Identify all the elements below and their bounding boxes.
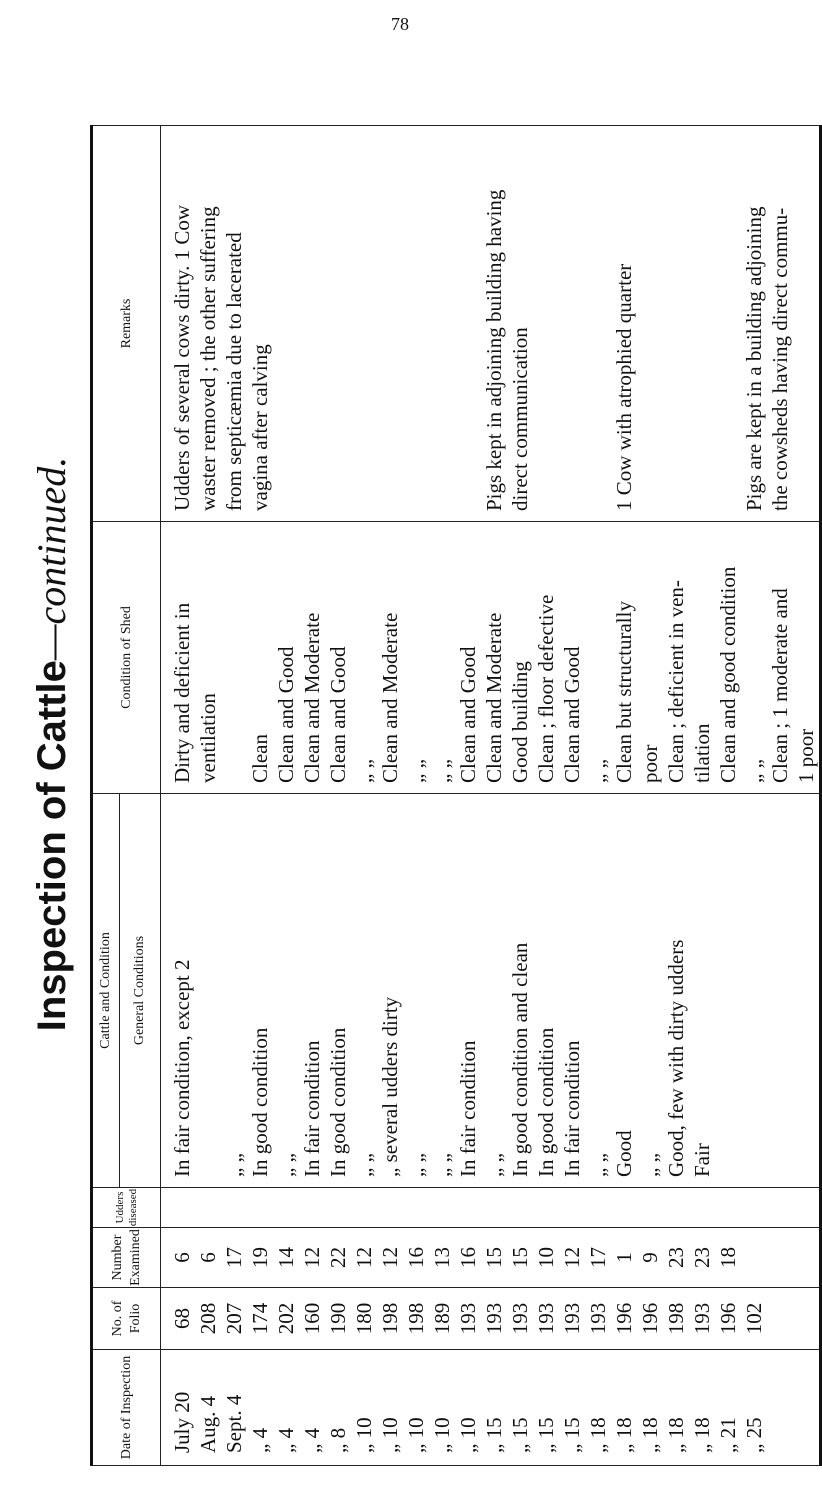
line-item: „ 4 <box>300 1427 324 1453</box>
farm-no-column <box>161 1288 821 1350</box>
line-item: 12 <box>560 1247 584 1268</box>
line-item <box>221 530 247 785</box>
line-item <box>741 1236 767 1279</box>
line-item <box>195 802 221 1179</box>
line-item: direct communication <box>508 327 532 511</box>
line-item <box>585 134 611 513</box>
line-item: Clean and Good <box>326 646 350 783</box>
line-item: „ 15 <box>534 1417 558 1453</box>
line-item: 12 <box>300 1247 324 1268</box>
header-remarks: Remarks <box>92 126 161 522</box>
line-item: „ „ <box>430 1153 454 1177</box>
line-item: 16 <box>404 1247 428 1268</box>
line-item: Pigs kept in adjoining building having <box>482 189 506 511</box>
line-item: Clean <box>248 734 272 783</box>
line-item: „ „ <box>482 1153 506 1177</box>
line-item: 202 <box>274 1302 298 1335</box>
page-number: 78 <box>391 14 409 34</box>
line-item: „ „ <box>742 759 766 783</box>
inspection-table <box>90 125 822 1466</box>
line-item: the cowsheds having direct commu- <box>768 207 792 511</box>
line-item: 198 <box>664 1302 688 1335</box>
line-item: Clean ; floor defective <box>534 594 558 783</box>
line-item: „ 15 <box>560 1417 584 1453</box>
line-item: „ 10 <box>378 1417 402 1453</box>
line-item: Clean and Good <box>274 646 298 783</box>
line-item: „ 10 <box>430 1417 454 1453</box>
line-item: „ „ <box>586 1153 610 1177</box>
line-item: Good building <box>508 661 532 783</box>
line-item: 189 <box>430 1302 454 1335</box>
line-item: Clean and Good <box>560 646 584 783</box>
line-item <box>559 134 585 513</box>
line-item: 198 <box>378 1302 402 1335</box>
line-item: 193 <box>508 1302 532 1335</box>
line-item: 13 <box>430 1247 454 1268</box>
header-cattle-group: Cattle and Condition <box>92 794 120 1188</box>
line-item: 12 <box>352 1247 376 1268</box>
examined-column <box>161 1228 821 1288</box>
line-item <box>325 134 351 513</box>
line-item: Pigs are kept in a building adjoining <box>742 206 766 511</box>
shed-condition-column <box>161 522 821 794</box>
header-date: Date of Inspection <box>92 1350 161 1466</box>
line-item: Clean and Moderate <box>378 612 402 783</box>
line-item: 1 Cow with atrophied quarter <box>612 263 636 511</box>
line-item <box>637 134 663 513</box>
line-item <box>299 134 325 513</box>
line-item: „ 10 <box>352 1417 376 1453</box>
line-item: „ 15 <box>482 1417 506 1453</box>
line-item <box>429 134 455 513</box>
line-item: 208 <box>196 1302 220 1335</box>
line-item: „ „ <box>586 759 610 783</box>
line-item: In fair condition <box>560 1040 584 1177</box>
line-item: July 20 <box>170 1391 194 1453</box>
line-item <box>689 134 715 513</box>
line-item: „ „ <box>404 1153 428 1177</box>
line-item: „ several udders dirty <box>378 996 402 1177</box>
line-item <box>455 134 481 513</box>
line-item: tilation <box>690 723 714 783</box>
line-item: In fair condition <box>456 1040 480 1177</box>
line-item: Clean ; 1 moderate and <box>768 588 792 783</box>
line-item: In good condition <box>534 1027 558 1177</box>
header-udders: Udders diseased <box>92 1188 161 1228</box>
header-farm-no: No. of Folio <box>92 1288 161 1350</box>
line-item: In good condition <box>326 1027 350 1177</box>
line-item: Clean and Good <box>456 646 480 783</box>
line-item: „ 21 <box>716 1417 740 1453</box>
line-item: vagina after calving <box>248 344 272 511</box>
line-item: 102 <box>742 1302 766 1335</box>
line-item <box>533 134 559 513</box>
line-item: „ 25 <box>742 1417 766 1453</box>
line-item: „ 18 <box>638 1417 662 1453</box>
line-item: Sept. 4 <box>222 1394 246 1453</box>
line-item: Clean but structurally <box>612 601 636 783</box>
line-item: „ „ <box>430 759 454 783</box>
line-item: Good, few with dirty udders <box>664 939 688 1177</box>
line-item: 23 <box>664 1247 688 1268</box>
line-item: 17 <box>222 1247 246 1268</box>
date-column <box>161 1350 821 1466</box>
line-item: 193 <box>534 1302 558 1335</box>
line-item: Udders of several cows dirty. 1 Cow <box>170 205 194 511</box>
line-item: 196 <box>638 1302 662 1335</box>
line-item: „ 10 <box>404 1417 428 1453</box>
line-item: „ 10 <box>456 1417 480 1453</box>
line-item: 12 <box>378 1247 402 1268</box>
header-general: General Conditions <box>120 794 161 1188</box>
line-item: Good <box>612 1130 636 1177</box>
line-item: 19 <box>248 1247 272 1268</box>
line-item: 16 <box>456 1247 480 1268</box>
line-item <box>377 134 403 513</box>
line-item <box>273 134 299 513</box>
line-item: 193 <box>690 1302 714 1335</box>
line-item: 10 <box>534 1247 558 1268</box>
line-item: In good condition <box>248 1027 272 1177</box>
line-item: 1 poor <box>794 728 818 783</box>
line-item: Clean and Moderate <box>482 612 506 783</box>
line-item: 193 <box>456 1302 480 1335</box>
line-item: 6 <box>196 1252 220 1263</box>
line-item: 23 <box>690 1247 714 1268</box>
line-item: Dirty and deficient in <box>170 602 194 783</box>
line-item: 174 <box>248 1302 272 1335</box>
header-shed: Condition of Shed <box>92 522 161 794</box>
line-item: In good condition and clean <box>508 942 532 1177</box>
line-item: 18 <box>716 1247 740 1268</box>
line-item: 1 <box>612 1252 636 1263</box>
line-item: 198 <box>404 1302 428 1335</box>
line-item <box>403 134 429 513</box>
line-item: „ „ <box>352 759 376 783</box>
line-item: „ „ <box>352 1153 376 1177</box>
line-item: „ „ <box>222 1153 246 1177</box>
line-item: 190 <box>326 1302 350 1335</box>
line-item: 22 <box>326 1247 350 1268</box>
line-item: Clean and Moderate <box>300 612 324 783</box>
line-item: „ 18 <box>664 1417 688 1453</box>
line-item: 15 <box>482 1247 506 1268</box>
line-item <box>351 134 377 513</box>
line-item: ventilation <box>196 693 220 783</box>
header-examined: Number Examined <box>92 1228 161 1288</box>
line-item: 6 <box>170 1252 194 1263</box>
line-item: from septicæmia due to lacerated <box>222 232 246 511</box>
line-item: „ „ <box>404 759 428 783</box>
line-item: Fair <box>690 1143 714 1177</box>
page-title <box>22 0 82 1488</box>
udders-column <box>161 1188 821 1228</box>
line-item: 193 <box>482 1302 506 1335</box>
line-item: 193 <box>560 1302 584 1335</box>
line-item: „ 18 <box>612 1417 636 1453</box>
line-item: In fair condition <box>300 1040 324 1177</box>
line-item: „ 8 <box>326 1427 350 1453</box>
line-item: „ 18 <box>586 1417 610 1453</box>
line-item: „ 18 <box>690 1417 714 1453</box>
title-main: Inspection of Cattle <box>30 660 74 1032</box>
line-item: 9 <box>638 1252 662 1263</box>
line-item <box>715 134 741 513</box>
line-item: 207 <box>222 1302 246 1335</box>
line-item: 14 <box>274 1247 298 1268</box>
line-item: 15 <box>508 1247 532 1268</box>
line-item: 17 <box>586 1247 610 1268</box>
line-item: „ 4 <box>248 1427 272 1453</box>
line-item: 180 <box>352 1302 376 1335</box>
line-item: 160 <box>300 1302 324 1335</box>
line-item: „ „ <box>274 1153 298 1177</box>
line-item: „ 15 <box>508 1417 532 1453</box>
line-item: 196 <box>716 1302 740 1335</box>
line-item: 193 <box>586 1302 610 1335</box>
general-conditions-column <box>161 794 821 1188</box>
line-item: Clean ; deficient in ven- <box>664 580 688 783</box>
line-item: poor <box>638 744 662 783</box>
line-item: 196 <box>612 1302 636 1335</box>
remarks-column <box>161 126 821 522</box>
line-item: „ 4 <box>274 1427 298 1453</box>
title-suffix: —continued. <box>29 456 74 661</box>
line-item: waster removed ; the other suffering <box>196 206 220 511</box>
line-item: „ „ <box>638 1153 662 1177</box>
line-item: Clean and good condition <box>716 566 740 783</box>
line-item <box>663 134 689 513</box>
line-item: In fair condition, except 2 <box>170 959 194 1177</box>
line-item: Aug. 4 <box>196 1395 220 1453</box>
line-item: 68 <box>170 1308 194 1329</box>
